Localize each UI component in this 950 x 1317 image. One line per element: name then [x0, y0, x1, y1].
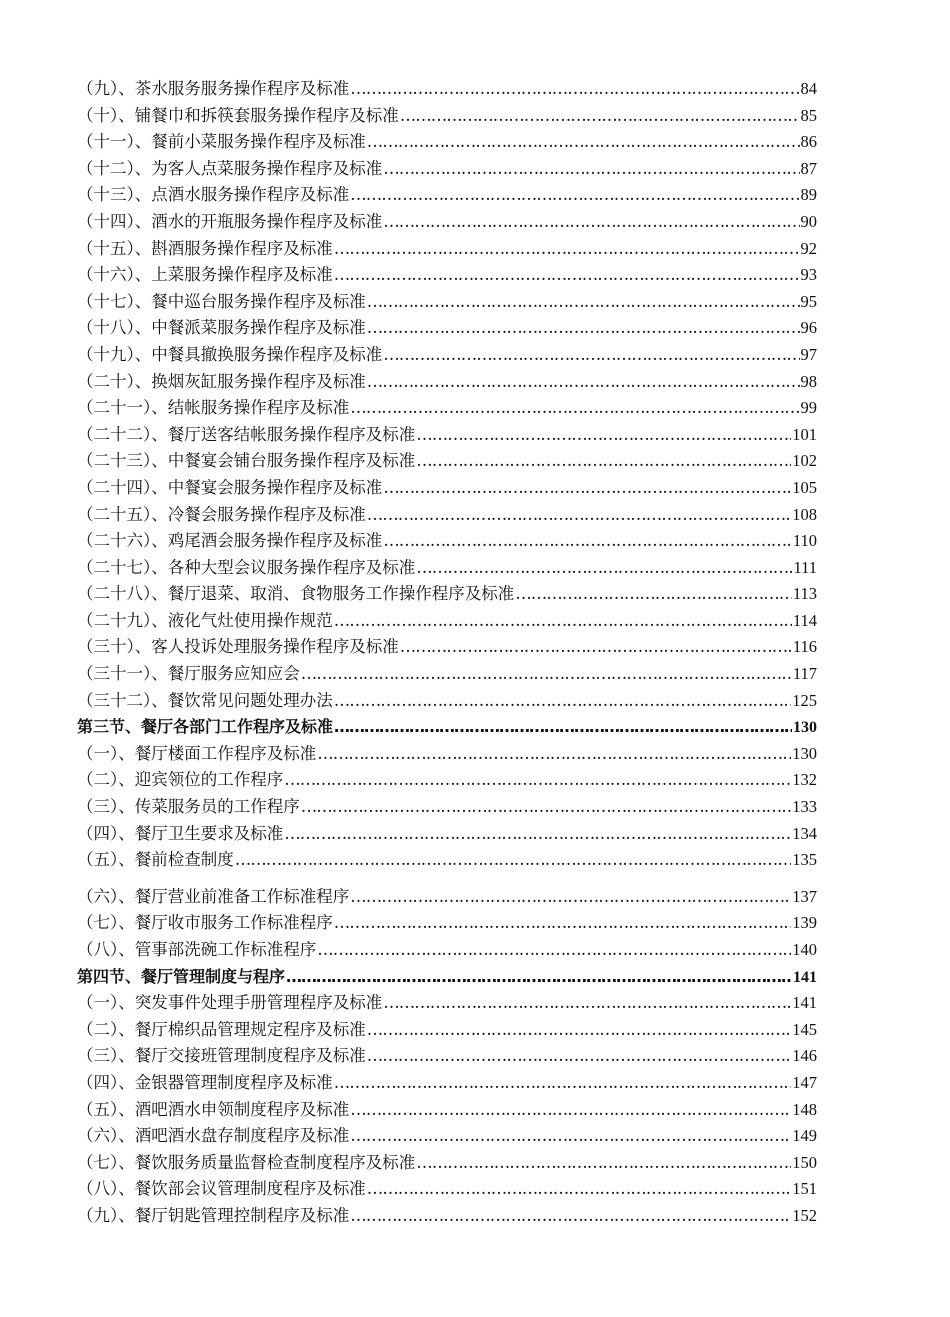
toc-entry-title: （三十二）、餐饮常见问题处理办法: [77, 690, 333, 710]
toc-entry-title: （九）、餐厅钥匙管理控制程序及标准: [77, 1205, 350, 1225]
toc-page-number: 140: [792, 940, 817, 959]
toc-page-number: 141: [792, 993, 817, 1013]
toc-entry-title: （二十五）、冷餐会服务操作程序及标准: [77, 504, 366, 524]
toc-entry-title: （三十一）、餐厅服务应知应会: [77, 664, 300, 684]
toc-entry[interactable]: [77, 315, 817, 342]
toc-entry-title: （十六）、上菜服务操作程序及标准: [77, 265, 333, 285]
toc-entry[interactable]: [77, 910, 817, 937]
toc-page-number: 147: [792, 1072, 817, 1092]
toc-dot-leader: [334, 688, 792, 715]
toc-entry[interactable]: [77, 688, 817, 715]
toc-entry-title: （八）、管事部洗碗工作标准程序: [77, 940, 317, 959]
toc-page-number: 90: [800, 211, 817, 231]
toc-page-number: 93: [800, 265, 817, 285]
toc-page-number: 99: [800, 398, 817, 418]
toc-dot-leader: [515, 581, 792, 608]
toc-page-number: 125: [792, 690, 817, 710]
toc-entry-title: （二十二）、餐厅送客结帐服务操作程序及标准: [77, 424, 416, 444]
toc-page-number: 150: [792, 1152, 817, 1172]
toc-dot-leader: [317, 937, 791, 964]
toc-dot-leader: [416, 422, 791, 449]
toc-page-number: 84: [800, 79, 817, 98]
toc-entry-title: （三）、餐厅交接班管理制度程序及标准: [77, 1046, 366, 1066]
toc-dot-leader: [367, 289, 800, 316]
toc-page-number: 86: [800, 132, 817, 152]
toc-page-number: 89: [800, 185, 817, 205]
toc-entry[interactable]: [77, 1097, 817, 1124]
toc-entry-title: （十四）、酒水的开瓶服务操作程序及标准: [77, 211, 383, 231]
toc-dot-leader: [350, 76, 799, 103]
toc-dot-leader: [350, 1203, 791, 1230]
toc-entry-title: （九）、茶水服务服务操作程序及标准: [77, 79, 350, 98]
toc-dot-leader: [367, 1176, 792, 1203]
toc-dot-leader: [367, 129, 800, 156]
toc-dot-leader: [350, 395, 799, 422]
toc-dot-leader: [301, 661, 792, 688]
toc-dot-leader: [383, 342, 799, 369]
toc-entry-title: （十八）、中餐派菜服务操作程序及标准: [77, 318, 366, 338]
toc-entry-title: （十三）、点酒水服务操作程序及标准: [77, 185, 350, 205]
toc-entry[interactable]: [77, 1043, 817, 1070]
toc-entry-title: （十五）、斟酒服务操作程序及标准: [77, 238, 333, 258]
toc-entry[interactable]: [77, 767, 817, 794]
toc-page-number: 152: [792, 1205, 817, 1225]
toc-entry[interactable]: [77, 182, 817, 209]
toc-page-number: 149: [792, 1126, 817, 1146]
toc-page-number: 145: [792, 1019, 817, 1039]
toc-dot-leader: [400, 103, 800, 130]
toc-dot-leader: [350, 884, 791, 911]
toc-entry[interactable]: [77, 1123, 817, 1150]
toc-entry[interactable]: [77, 661, 817, 688]
toc-dot-leader: [334, 910, 792, 937]
toc-page-number: 111: [793, 557, 817, 577]
toc-entry-title: （二十四）、中餐宴会服务操作程序及标准: [77, 477, 383, 497]
toc-dot-leader: [383, 990, 791, 1017]
toc-entry-title: （一）、餐厅楼面工作程序及标准: [77, 743, 317, 763]
toc-dot-leader: [334, 1070, 792, 1097]
toc-entry-title: （五）、酒吧酒水申领制度程序及标准: [77, 1099, 350, 1119]
toc-page-number: 110: [792, 531, 817, 551]
toc-dot-leader: [416, 448, 791, 475]
toc-entry-title: 第四节、餐厅管理制度与程序: [77, 966, 286, 986]
toc-entry[interactable]: [77, 422, 817, 449]
toc-entry[interactable]: [77, 1176, 817, 1203]
toc-entry-title: （二）、餐厅棉织品管理规定程序及标准: [77, 1019, 366, 1039]
toc-page-number: 102: [792, 451, 817, 471]
toc-page-number: 151: [792, 1179, 817, 1199]
toc-page-number: 137: [792, 886, 817, 906]
toc-entry-title: （四）、金银器管理制度程序及标准: [77, 1072, 333, 1092]
toc-entry[interactable]: [77, 129, 817, 156]
toc-page-number: 117: [792, 664, 817, 684]
toc-entry[interactable]: [77, 634, 817, 661]
toc-entry[interactable]: [77, 209, 817, 236]
toc-entry-title: （十二）、为客人点菜服务操作程序及标准: [77, 158, 383, 178]
toc-entry[interactable]: [77, 937, 817, 964]
toc-section-heading[interactable]: [77, 964, 817, 991]
toc-page-number: 101: [792, 424, 817, 444]
toc-dot-leader: [334, 262, 800, 289]
toc-entry[interactable]: [77, 395, 817, 422]
toc-entry-title: （一）、突发事件处理手册管理程序及标准: [77, 993, 383, 1013]
toc-entry[interactable]: [77, 555, 817, 582]
toc-page-number: 130: [792, 743, 817, 763]
toc-page-number: 148: [792, 1099, 817, 1119]
toc-entry-title: （六）、酒吧酒水盘存制度程序及标准: [77, 1126, 350, 1146]
toc-page-number: 139: [792, 913, 817, 933]
toc-entry-title: （七）、餐厅收市服务工作标准程序: [77, 913, 333, 933]
toc-page-number: 108: [792, 504, 817, 524]
toc-entry[interactable]: [77, 262, 817, 289]
toc-dot-leader: [334, 608, 792, 635]
toc-page-number: 96: [800, 318, 817, 338]
toc-page-number: 146: [792, 1046, 817, 1066]
toc-page-number: 87: [800, 158, 817, 178]
toc-dot-leader: [317, 741, 791, 768]
toc-entry-title: （五）、餐前检查制度: [77, 850, 234, 870]
toc-entry-title: （二）、迎宾领位的工作程序: [77, 770, 284, 790]
toc-entry-title: （十）、铺餐巾和拆筷套服务操作程序及标准: [77, 105, 399, 125]
toc-page-number: 141: [793, 968, 817, 986]
toc-page-number: 105: [792, 477, 817, 497]
toc-dot-leader: [416, 1150, 791, 1177]
toc-dot-leader: [383, 528, 792, 555]
toc-page-number: 133: [792, 797, 817, 817]
toc-entry[interactable]: [77, 608, 817, 635]
toc-page-number: 113: [792, 584, 817, 604]
toc-dot-leader: [383, 475, 791, 502]
toc-dot-leader: [286, 964, 792, 991]
toc-entry[interactable]: [77, 342, 817, 369]
toc-entry-title: （二十一）、结帐服务操作程序及标准: [77, 398, 350, 418]
toc-dot-leader: [350, 182, 799, 209]
toc-page-number: 134: [792, 823, 817, 843]
toc-dot-leader: [383, 209, 799, 236]
toc-dot-leader: [367, 315, 800, 342]
toc-page-number: 98: [800, 371, 817, 391]
toc-entry-title: （二十六）、鸡尾酒会服务操作程序及标准: [77, 531, 383, 551]
toc-entry[interactable]: [77, 821, 817, 848]
toc-entry[interactable]: [77, 581, 817, 608]
toc-page-number: 92: [800, 238, 817, 258]
toc-page-number: 132: [792, 770, 817, 790]
toc-entry-title: （二十八）、餐厅退菜、取消、食物服务工作操作程序及标准: [77, 584, 515, 604]
toc-dot-leader: [383, 156, 799, 183]
toc-page-number: 116: [792, 637, 817, 657]
toc-entry[interactable]: [77, 794, 817, 821]
toc-dot-leader: [416, 555, 792, 582]
toc-dot-leader: [367, 1017, 792, 1044]
toc-page-number: 114: [792, 610, 817, 630]
toc-entry[interactable]: [77, 884, 817, 911]
toc-entry-title: （三十）、客人投诉处理服务操作程序及标准: [77, 637, 399, 657]
toc-entry[interactable]: [77, 528, 817, 555]
toc-dot-leader: [334, 236, 800, 263]
toc-page-number: 130: [793, 719, 817, 737]
toc-entry[interactable]: [77, 1070, 817, 1097]
toc-entry[interactable]: [77, 990, 817, 1017]
toc-page-number: 97: [800, 344, 817, 364]
toc-entry[interactable]: [77, 1017, 817, 1044]
toc-entry[interactable]: [77, 448, 817, 475]
toc-dot-leader: [334, 714, 792, 741]
toc-entry[interactable]: [77, 236, 817, 263]
toc-dot-leader: [367, 502, 792, 529]
toc-entry-title: （四）、餐厅卫生要求及标准: [77, 823, 284, 843]
toc-dot-leader: [284, 767, 791, 794]
toc-entry-title: （二十七）、各种大型会议服务操作程序及标准: [77, 557, 416, 577]
toc-page-number: 135: [792, 850, 817, 870]
toc-entry-title: （二十九）、液化气灶使用操作规范: [77, 610, 333, 630]
toc-entry-title: （三）、传菜服务员的工作程序: [77, 797, 300, 817]
toc-entry-title: （八）、餐饮部会议管理制度程序及标准: [77, 1179, 366, 1199]
toc-page-number: 85: [800, 105, 817, 125]
toc-page-number: 95: [800, 291, 817, 311]
toc-dot-leader: [235, 847, 792, 874]
toc-entry[interactable]: [77, 502, 817, 529]
toc-entry[interactable]: [77, 103, 817, 130]
toc-entry-title: （六）、餐厅营业前准备工作标准程序: [77, 886, 350, 906]
toc-entry[interactable]: [77, 475, 817, 502]
toc-entry-title: （十七）、餐中巡台服务操作程序及标准: [77, 291, 366, 311]
toc-dot-leader: [367, 1043, 792, 1070]
toc-entry[interactable]: [77, 847, 817, 874]
toc-entry-title: （十一）、餐前小菜服务操作程序及标准: [77, 132, 366, 152]
toc-entry[interactable]: [77, 289, 817, 316]
toc-entry-title: （二十）、换烟灰缸服务操作程序及标准: [77, 371, 366, 391]
toc-entry-title: （十九）、中餐具撤换服务操作程序及标准: [77, 344, 383, 364]
toc-entry[interactable]: [77, 369, 817, 396]
toc-dot-leader: [301, 794, 792, 821]
toc-entry[interactable]: [77, 1150, 817, 1177]
toc-entry[interactable]: [77, 741, 817, 768]
table-of-contents: [77, 76, 817, 1230]
toc-dot-leader: [367, 369, 800, 396]
toc-dot-leader: [400, 634, 792, 661]
toc-dot-leader: [284, 821, 791, 848]
toc-entry-title: （二十三）、中餐宴会铺台服务操作程序及标准: [77, 451, 416, 471]
toc-dot-leader: [350, 1123, 791, 1150]
toc-entry-title: （七）、餐饮服务质量监督检查制度程序及标准: [77, 1152, 416, 1172]
toc-section-heading[interactable]: [77, 714, 817, 741]
toc-entry[interactable]: [77, 76, 817, 103]
toc-entry-title: 第三节、餐厅各部门工作程序及标准: [77, 717, 334, 737]
toc-dot-leader: [350, 1097, 791, 1124]
toc-entry[interactable]: [77, 1203, 817, 1230]
toc-entry[interactable]: [77, 156, 817, 183]
